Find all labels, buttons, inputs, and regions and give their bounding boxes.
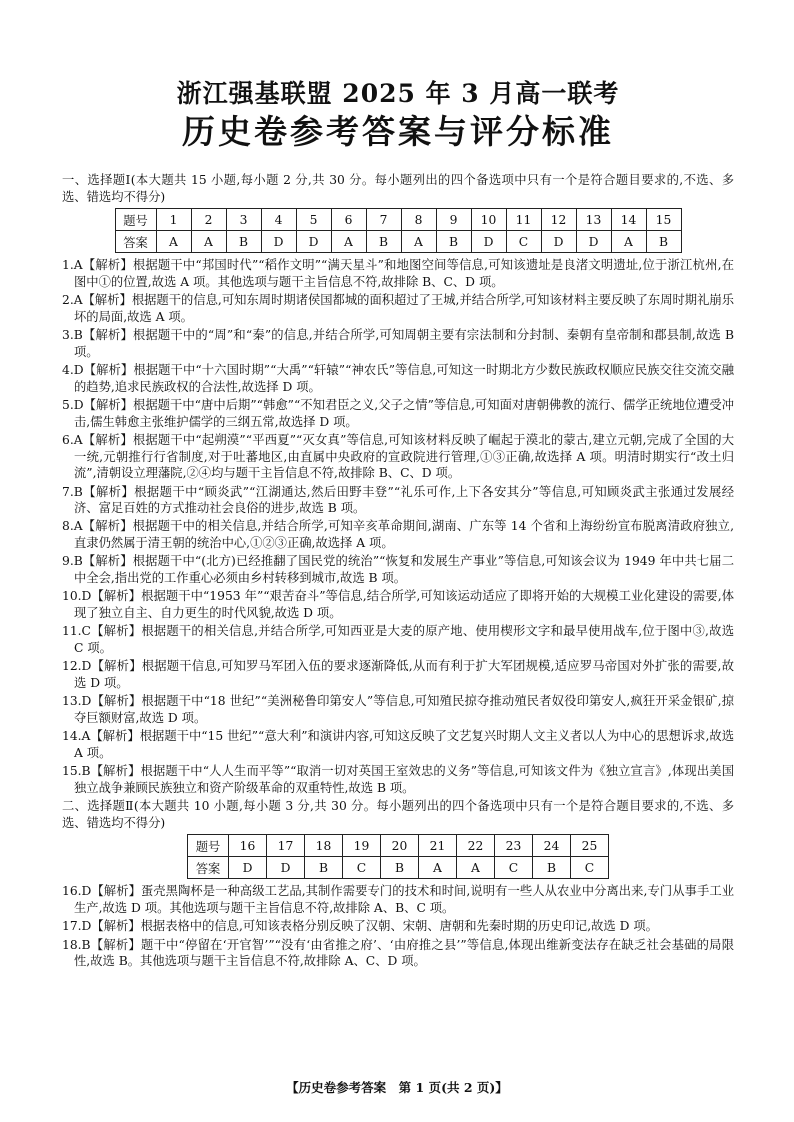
answer-cell: C: [571, 857, 609, 879]
question-number-cell: 12: [541, 209, 576, 231]
question-number-cell: 23: [495, 835, 533, 857]
question-number-cell: 7: [366, 209, 401, 231]
answer-explanation: 17.D【解析】根据表格中的信息,可知该表格分别反映了汉朝、宋朝、唐朝和先秦时期的历史印记,故选 D 项。: [62, 919, 658, 934]
answer-cell: C: [343, 857, 381, 879]
question-number-cell: 2: [191, 209, 226, 231]
answer-explanation: 14.A【解析】根据题干中“15 世纪”“意大利”和演讲内容,可知这反映了文艺复兴时期人文主义者以人为中心的思想诉求,故选 A 项。: [62, 729, 734, 760]
answer-cell: D: [267, 857, 305, 879]
question-number-cell: 20: [381, 835, 419, 857]
answer-cell: D: [261, 231, 296, 253]
answer-explanation: 4.D【解析】根据题干中“十六国时期”“大禹”“轩辕”“神农氏”等信息,可知这一时期北方少数民族政权顺应民族交往交流交融的趋势,追求民族政权的合法性,故选择 D 项。: [62, 362, 734, 394]
answer-cell: A: [611, 231, 646, 253]
answer-cell: B: [305, 857, 343, 879]
section1-intro: 一、选择题Ⅰ(本大题共 15 小题,每小题 2 分,共 30 分。每小题列出的四个备选项中只有一个是符合题目要求的,不选、多选、错选均不得分): [62, 173, 734, 204]
section1-explanations: [62, 257, 734, 797]
question-number-cell: 25: [571, 835, 609, 857]
question-number-cell: 10: [471, 209, 506, 231]
answer-cell: B: [381, 857, 419, 879]
question-number-cell: 17: [267, 835, 305, 857]
question-number-cell: 6: [331, 209, 366, 231]
answer-explanation: 8.A【解析】根据题干中的相关信息,并结合所学,可知辛亥革命期间,湖南、广东等 14 个省和上海纷纷宣布脱离清政府独立,直隶仍然属于清王朝的统治中心,①②③正确,故选择 A 项。: [62, 519, 734, 551]
answer-explanation: 9.B【解析】根据题干中“(北方)已经推翻了国民党的统治”“恢复和发展生产事业”等信息,可知该会议为 1949 年中共七届二中全会,指出党的工作重心必须由乡村转移到城市,故选 B 项。: [62, 554, 734, 586]
answer-cell: D: [541, 231, 576, 253]
question-number-cell: 16: [229, 835, 267, 857]
question-number-cell: 11: [506, 209, 541, 231]
row-label-answer: 答案: [115, 231, 156, 253]
section2-explanations: [62, 883, 734, 970]
section2-intro: 二、选择题Ⅱ(本大题共 10 小题,每小题 3 分,共 30 分。每小题列出的四个备选项中只有一个是符合题目要求的,不选、多选、错选均不得分): [62, 799, 734, 830]
question-number-cell: 13: [576, 209, 611, 231]
answer-explanation: 16.D【解析】蛋壳黑陶杯是一种高级工艺品,其制作需要专门的技术和时间,说明有一些人从农业中分离出来,专门从事手工业生产,故选 D 项。其他选项与题干主旨信息不符,故排除 A、B、C 项。: [62, 884, 734, 915]
question-number-cell: 15: [646, 209, 681, 231]
answer-explanation: 3.B【解析】根据题干中的“周”和“秦”的信息,并结合所学,可知周朝主要有宗法制和分封制、秦朝有皇帝制和郡县制,故选 B 项。: [62, 327, 734, 359]
answer-cell: C: [495, 857, 533, 879]
answer-cell: B: [533, 857, 571, 879]
row-label-number: 题号: [115, 209, 156, 231]
section2-answer-table: [187, 834, 609, 879]
question-number-cell: 4: [261, 209, 296, 231]
answer-cell: A: [191, 231, 226, 253]
answer-explanation: 15.B【解析】根据题干中“人人生而平等”“取消一切对英国王室效忠的义务”等信息,可知该文件为《独立宣言》,体现出美国独立战争兼顾民族独立和资产阶级革命的双重特性,故选 B 项。: [62, 764, 734, 795]
table-answer-row: [115, 231, 681, 253]
answer-cell: C: [506, 231, 541, 253]
document-title: 历史卷参考答案与评分标准: [182, 112, 614, 151]
answer-cell: A: [401, 231, 436, 253]
question-number-cell: 9: [436, 209, 471, 231]
question-number-cell: 24: [533, 835, 571, 857]
question-number-cell: 14: [611, 209, 646, 231]
question-number-cell: 19: [343, 835, 381, 857]
row-label-number: 题号: [188, 835, 229, 857]
answer-cell: B: [366, 231, 401, 253]
answer-cell: B: [646, 231, 681, 253]
answer-explanation: 18.B【解析】题干中“停留在‘开官智’”“没有‘由省推之府’、‘由府推之县’”等信息,体现出维新变法存在缺乏社会基础的局限性,故选 B。其他选项与题干主旨信息不符,故排除 A、C、D 项。: [62, 937, 734, 969]
question-number-cell: 22: [457, 835, 495, 857]
answer-cell: D: [576, 231, 611, 253]
answer-explanation: 12.D【解析】根据题干信息,可知罗马军团入伍的要求逐渐降低,从而有利于扩大军团规模,适应罗马帝国对外扩张的需要,故选 D 项。: [62, 659, 734, 691]
answer-cell: A: [419, 857, 457, 879]
table-number-row: [188, 835, 609, 857]
question-number-cell: 8: [401, 209, 436, 231]
answer-explanation: 10.D【解析】根据题干中“1953 年”“艰苦奋斗”等信息,结合所学,可知该运动适应了即将开始的大规模工业化建设的需要,体现了独立自主、自力更生的时代风貌,故选 D 项。: [62, 589, 734, 621]
question-number-cell: 5: [296, 209, 331, 231]
answer-explanation: 5.D【解析】根据题干中“唐中后期”“韩愈”“不知君臣之义,父子之情”等信息,可知面对唐朝佛教的流行、儒学正统地位遭受冲击,儒生韩愈主张维护儒学的三纲五常,故选择 D 项。: [62, 397, 734, 429]
answer-sheet-page: [62, 78, 734, 972]
answer-cell: D: [229, 857, 267, 879]
answer-explanation: 2.A【解析】根据题干的信息,可知东周时期诸侯国都城的面积超过了王城,并结合所学,可知该材料主要反映了东周时期礼崩乐坏的局面,故选 A 项。: [62, 292, 734, 324]
question-number-cell: 1: [156, 209, 191, 231]
exam-title: 浙江强基联盟 2025 年 3 月高一联考: [176, 79, 620, 108]
section1-answer-table: [115, 208, 682, 253]
question-number-cell: 21: [419, 835, 457, 857]
answer-cell: B: [436, 231, 471, 253]
page-footer: 【历史卷参考答案 第 1 页(共 2 页)】: [286, 1080, 508, 1095]
answer-explanation: 11.C【解析】根据题干的相关信息,并结合所学,可知西亚是大麦的原产地、使用楔形文字和最早使用战车,位于图中③,故选 C 项。: [62, 624, 734, 656]
answer-explanation: 7.B【解析】根据题干中“顾炎武”“江湖通达,然后田野丰登”“礼乐可作,上下各安其分”等信息,可知顾炎武主张通过发展经济、富足百姓的方式推动社会良俗的进步,故选 B 项。: [62, 484, 734, 516]
answer-explanation: 13.D【解析】根据题干中“18 世纪”“美洲秘鲁印第安人”等信息,可知殖民掠夺推动殖民者奴役印第安人,疯狂开采金银矿,掠夺巨额财富,故选 D 项。: [62, 694, 734, 725]
table-number-row: [115, 209, 681, 231]
row-label-answer: 答案: [188, 857, 229, 879]
answer-cell: A: [331, 231, 366, 253]
answer-cell: B: [226, 231, 261, 253]
answer-cell: A: [457, 857, 495, 879]
table-answer-row: [188, 857, 609, 879]
question-number-cell: 18: [305, 835, 343, 857]
answer-explanation: 6.A【解析】根据题干中“起朔漠”“平西夏”“灭女真”等信息,可知该材料反映了崛起于漠北的蒙古,建立元朝,完成了全国的大一统,元朝推行行省制度,对于吐蕃地区,由直属中央政府的宣政院进行管理,①③正确,故选择 A 项。明清时期实行“改土归流”,清朝设立理藩院,②④均与题干主旨信息不符,故排除 B、C、D 项。: [62, 432, 734, 481]
answer-cell: D: [296, 231, 331, 253]
answer-cell: D: [471, 231, 506, 253]
question-number-cell: 3: [226, 209, 261, 231]
answer-explanation: 1.A【解析】根据题干中“邦国时代”“稻作文明”“满天星斗”和地图空间等信息,可知该遗址是良渚文明遗址,位于浙江杭州,在图中①的位置,故选 A 项。其他选项与题干主旨信息不符,故排除 B、C、D 项。: [62, 258, 734, 289]
answer-cell: A: [156, 231, 191, 253]
